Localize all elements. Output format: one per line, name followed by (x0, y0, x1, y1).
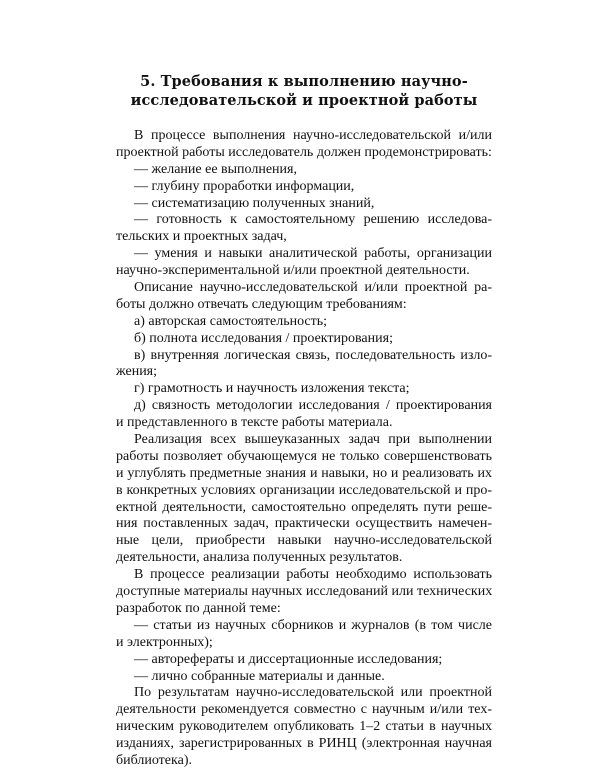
text-line: ническим руководителем опубликовать 1–2 статьи в научных (116, 719, 492, 735)
text-line: тельских и проектных задач, (116, 229, 287, 245)
text-line: в) внутренняя логическая связь, последовательность изло- (134, 347, 492, 363)
text-line: По результатам научно-исследовательской или проектной (134, 685, 492, 701)
text-line: научно-экспериментальной и/или проектной деятельности. (116, 263, 470, 279)
text-line: — желание ее выполнения, (134, 161, 297, 177)
text-line: и электронных); (116, 634, 213, 650)
text-line: г) грамотность и научность изложения текста; (134, 381, 410, 397)
text-line: — готовность к самостоятельному решению исследова- (134, 212, 492, 228)
text-line: ектной деятельности, самостоятельно определять пути реше- (116, 499, 492, 515)
section-title-line-1: 5. Требования к выполнению научно- (140, 73, 468, 90)
text-line: Описание научно-исследовательской и/или проектной ра- (134, 280, 492, 296)
text-line: разработок по данной теме: (116, 600, 281, 616)
text-line: доступные материалы научных исследований или технических (116, 584, 493, 600)
text-line: — статьи из научных сборников и журналов (в том числе (134, 617, 492, 633)
text-line: изданиях, зарегистрированных в РИНЦ (электронная научная (116, 736, 492, 752)
text-line: боты должно отвечать следующим требованиям: (116, 296, 407, 312)
body-text (116, 128, 492, 770)
section-title (116, 72, 492, 110)
text-line: — авторефераты и диссертационные исследования; (134, 651, 443, 667)
text-line: ния поставленных задач, практически осуществить намечен- (116, 516, 492, 532)
text-line: проектной работы исследователь должен продемонстрировать: (116, 144, 492, 160)
text-line: деятельности рекомендуется совместно с научным и/или тех- (116, 702, 492, 718)
text-line: жения; (116, 364, 158, 380)
text-line: и представленного в тексте работы материала. (116, 415, 393, 431)
text-line: ные цели, приобрести навыки научно-исследовательской (116, 533, 492, 549)
text-line: В процессе выполнения научно-исследовательской и/или (134, 128, 492, 143)
text-line: — систематизацию полученных знаний, (134, 195, 375, 211)
text-line: работы позволяет обучающемуся не только совершенствовать (116, 448, 492, 464)
text-line: Реализация всех вышеуказанных задач при выполнении (134, 432, 492, 448)
text-line: библиотека). (116, 752, 192, 768)
text-line: и углублять предметные знания и навыки, но и реализовать их (116, 465, 492, 481)
text-line: — глубину проработки информации, (134, 178, 355, 194)
text-line: — лично собранные материалы и данные. (134, 668, 385, 684)
text-line: в конкретных условиях организации исследовательской и про- (116, 482, 492, 498)
text-line: а) авторская самостоятельность; (134, 313, 328, 329)
text-line: деятельности, анализа полученных результатов. (116, 550, 403, 566)
section-title-line-2: исследовательской и проектной работы (130, 92, 478, 109)
text-line: В процессе реализации работы необходимо использовать (134, 567, 492, 583)
text-line: — умения и навыки аналитической работы, организации (134, 246, 492, 262)
text-line: б) полнота исследования / проектирования; (134, 330, 393, 346)
text-line: д) связность методологии исследования / проектирования (134, 398, 492, 414)
